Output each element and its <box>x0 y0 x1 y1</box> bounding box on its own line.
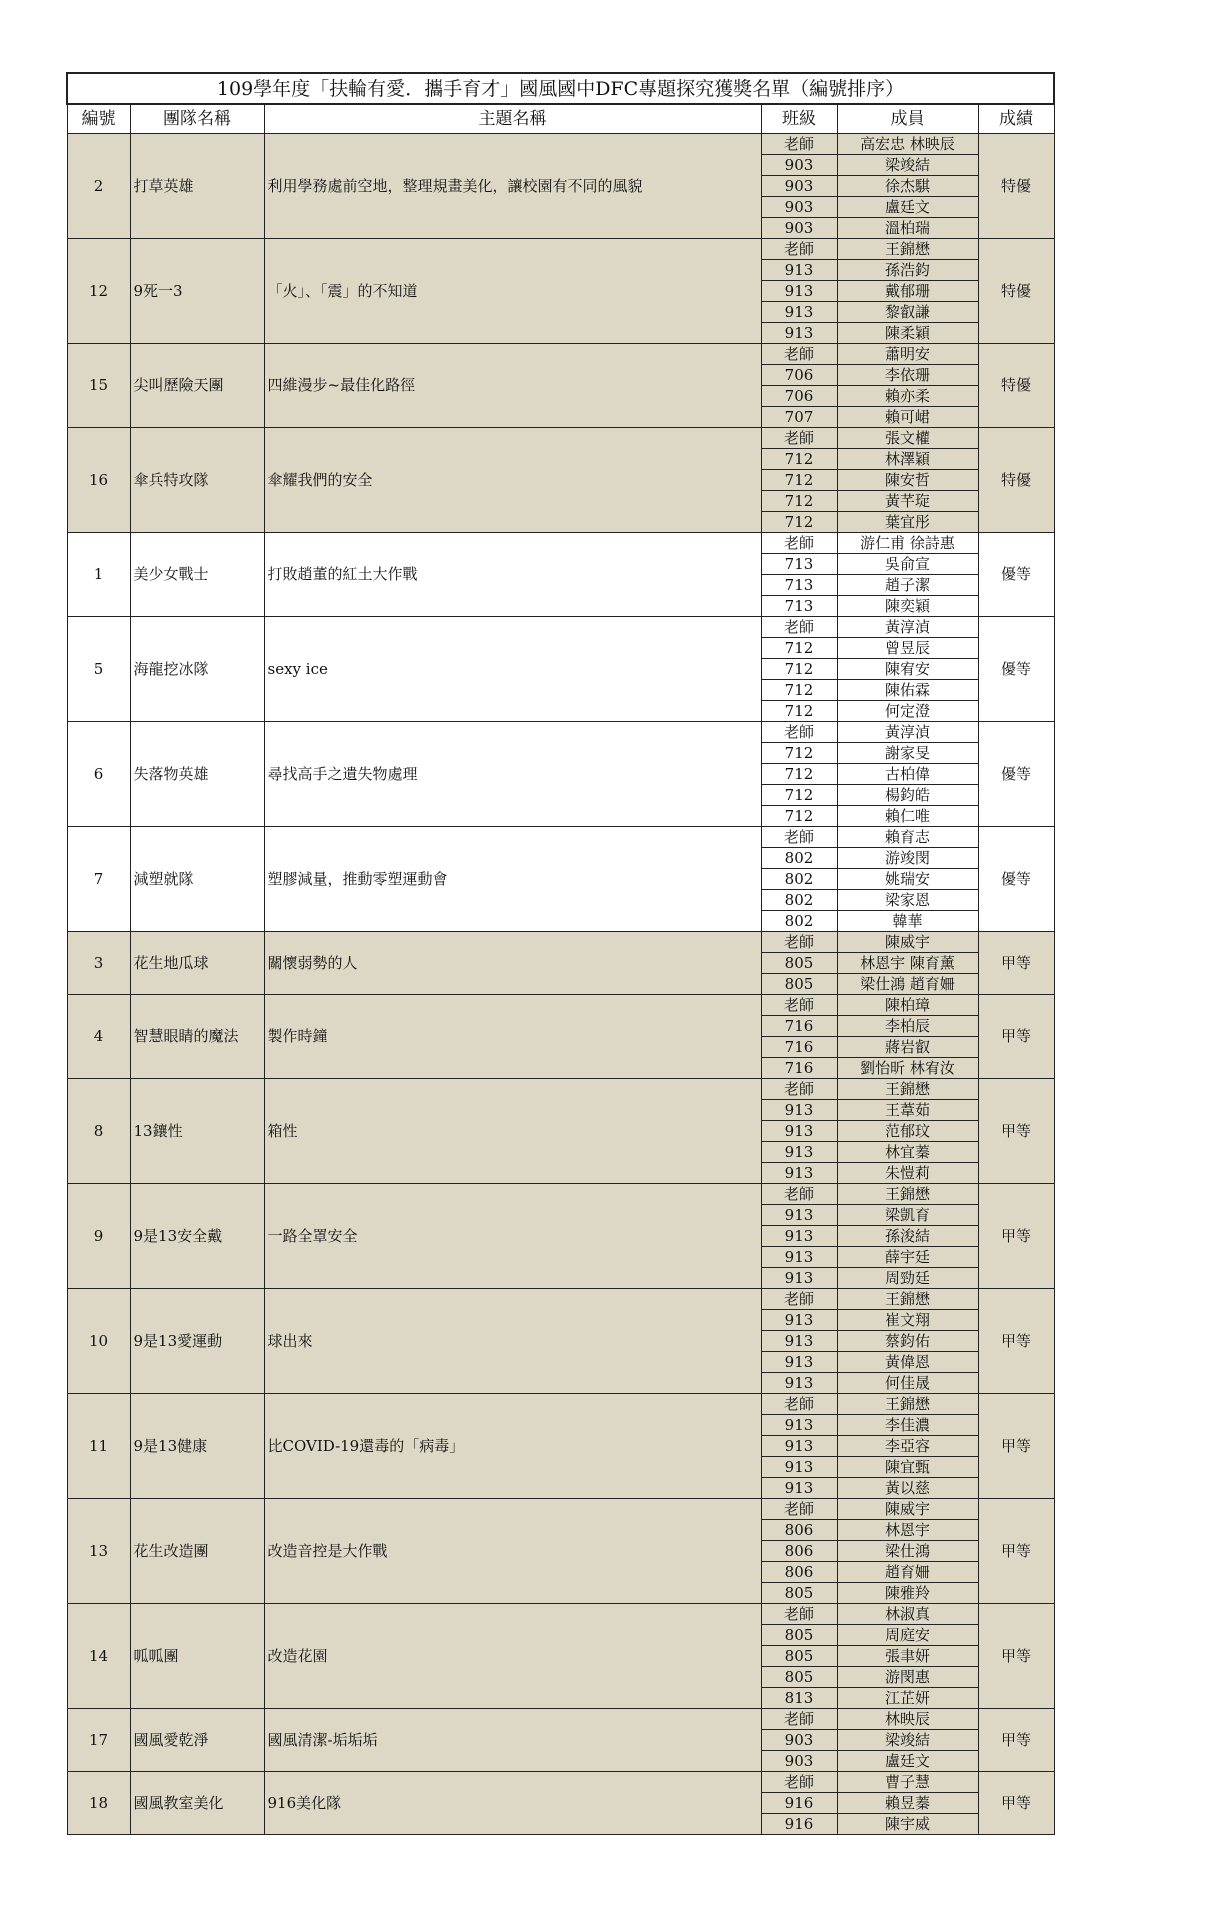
member-name: 吳俞宣 <box>837 554 978 575</box>
table-row <box>67 428 1054 449</box>
group-topic: 改造花園 <box>264 1604 761 1709</box>
member-name: 賴育志 <box>837 827 978 848</box>
group-id: 2 <box>67 134 130 239</box>
member-name: 林澤穎 <box>837 449 978 470</box>
table-row <box>67 1499 1054 1520</box>
member-name: 朱愷莉 <box>837 1163 978 1184</box>
member-name: 黃淳湞 <box>837 722 978 743</box>
member-class: 712 <box>761 638 837 659</box>
group-topic: 改造音控是大作戰 <box>264 1499 761 1604</box>
group-id: 12 <box>67 239 130 344</box>
member-name: 何佳晟 <box>837 1373 978 1394</box>
member-name: 盧廷文 <box>837 197 978 218</box>
group-team: 國風愛乾淨 <box>130 1709 264 1772</box>
member-name: 古柏偉 <box>837 764 978 785</box>
member-class: 712 <box>761 743 837 764</box>
member-name: 周勁廷 <box>837 1268 978 1289</box>
group-id: 16 <box>67 428 130 533</box>
member-name: 王葦茹 <box>837 1100 978 1121</box>
member-class: 老師 <box>761 428 837 449</box>
member-class: 913 <box>761 260 837 281</box>
award-table <box>66 72 1055 1835</box>
member-class: 913 <box>761 1247 837 1268</box>
member-name: 梁竣結 <box>837 155 978 176</box>
member-name: 王錦懋 <box>837 1079 978 1100</box>
member-class: 老師 <box>761 1079 837 1100</box>
group-team: 呱呱團 <box>130 1604 264 1709</box>
group-id: 11 <box>67 1394 130 1499</box>
member-class: 老師 <box>761 1709 837 1730</box>
group-topic: 四維漫步~最佳化路徑 <box>264 344 761 428</box>
member-class: 913 <box>761 1100 837 1121</box>
member-class: 707 <box>761 407 837 428</box>
group-team: 打草英雄 <box>130 134 264 239</box>
member-class: 806 <box>761 1541 837 1562</box>
member-class: 老師 <box>761 1289 837 1310</box>
member-name: 游閔惠 <box>837 1667 978 1688</box>
member-name: 黃芊琁 <box>837 491 978 512</box>
member-name: 王錦懋 <box>837 1289 978 1310</box>
member-name: 陳佑霖 <box>837 680 978 701</box>
member-name: 賴亦柔 <box>837 386 978 407</box>
member-class: 903 <box>761 176 837 197</box>
group-team: 美少女戰士 <box>130 533 264 617</box>
table-body <box>67 134 1054 1835</box>
header-topic: 主題名稱 <box>264 104 761 134</box>
member-name: 林恩宇 陳育薰 <box>837 953 978 974</box>
group-id: 17 <box>67 1709 130 1772</box>
member-class: 712 <box>761 680 837 701</box>
member-class: 913 <box>761 1226 837 1247</box>
group-team: 尖叫歷險天團 <box>130 344 264 428</box>
member-name: 王錦懋 <box>837 1394 978 1415</box>
table-row <box>67 995 1054 1016</box>
group-team: 花生改造團 <box>130 1499 264 1604</box>
member-class: 老師 <box>761 995 837 1016</box>
table-row <box>67 827 1054 848</box>
member-name: 陳宇威 <box>837 1814 978 1835</box>
group-id: 15 <box>67 344 130 428</box>
member-name: 賴昱蓁 <box>837 1793 978 1814</box>
member-name: 陳威宇 <box>837 1499 978 1520</box>
member-class: 老師 <box>761 1604 837 1625</box>
member-name: 陳威宇 <box>837 932 978 953</box>
group-grade: 甲等 <box>978 1772 1054 1835</box>
member-class: 805 <box>761 1583 837 1604</box>
group-id: 1 <box>67 533 130 617</box>
group-team: 9是13健康 <box>130 1394 264 1499</box>
group-grade: 優等 <box>978 827 1054 932</box>
member-name: 崔文翔 <box>837 1310 978 1331</box>
member-class: 913 <box>761 281 837 302</box>
member-class: 913 <box>761 1205 837 1226</box>
member-name: 林宜蓁 <box>837 1142 978 1163</box>
member-class: 712 <box>761 491 837 512</box>
member-class: 老師 <box>761 932 837 953</box>
member-class: 913 <box>761 1478 837 1499</box>
group-grade: 甲等 <box>978 1079 1054 1184</box>
group-team: 13鑲性 <box>130 1079 264 1184</box>
member-name: 李亞容 <box>837 1436 978 1457</box>
group-id: 10 <box>67 1289 130 1394</box>
member-class: 913 <box>761 1415 837 1436</box>
member-class: 913 <box>761 1352 837 1373</box>
member-name: 孫浚結 <box>837 1226 978 1247</box>
member-class: 802 <box>761 890 837 911</box>
table-row <box>67 1079 1054 1100</box>
table-row <box>67 1772 1054 1793</box>
group-grade: 甲等 <box>978 1289 1054 1394</box>
member-name: 黃以慈 <box>837 1478 978 1499</box>
member-name: 謝家旻 <box>837 743 978 764</box>
member-class: 713 <box>761 554 837 575</box>
member-class: 老師 <box>761 1772 837 1793</box>
member-name: 梁仕鴻 趙育姍 <box>837 974 978 995</box>
member-class: 712 <box>761 659 837 680</box>
member-name: 趙子潔 <box>837 575 978 596</box>
member-class: 813 <box>761 1688 837 1709</box>
member-name: 蕭明安 <box>837 344 978 365</box>
member-name: 梁竣結 <box>837 1730 978 1751</box>
member-class: 805 <box>761 1646 837 1667</box>
group-id: 18 <box>67 1772 130 1835</box>
member-name: 陳奕穎 <box>837 596 978 617</box>
member-class: 913 <box>761 1457 837 1478</box>
member-class: 老師 <box>761 1499 837 1520</box>
member-name: 林淑真 <box>837 1604 978 1625</box>
member-class: 916 <box>761 1814 837 1835</box>
member-class: 老師 <box>761 827 837 848</box>
member-class: 802 <box>761 869 837 890</box>
group-team: 傘兵特攻隊 <box>130 428 264 533</box>
group-grade: 甲等 <box>978 932 1054 995</box>
member-name: 李柏辰 <box>837 1016 978 1037</box>
group-grade: 特優 <box>978 428 1054 533</box>
member-name: 林映辰 <box>837 1709 978 1730</box>
table-row <box>67 239 1054 260</box>
group-grade: 甲等 <box>978 1604 1054 1709</box>
group-grade: 甲等 <box>978 995 1054 1079</box>
member-name: 葉宜彤 <box>837 512 978 533</box>
member-class: 805 <box>761 953 837 974</box>
table-row <box>67 1184 1054 1205</box>
member-class: 903 <box>761 1751 837 1772</box>
member-name: 孫浩鈞 <box>837 260 978 281</box>
header-team: 團隊名稱 <box>130 104 264 134</box>
member-class: 913 <box>761 1310 837 1331</box>
member-name: 游仁甫 徐詩惠 <box>837 533 978 554</box>
member-name: 黃偉恩 <box>837 1352 978 1373</box>
member-name: 陳柏璋 <box>837 995 978 1016</box>
header-grade: 成績 <box>978 104 1054 134</box>
member-class: 老師 <box>761 1184 837 1205</box>
group-topic: 國風清潔-垢垢垢 <box>264 1709 761 1772</box>
group-topic: 利用學務處前空地，整理規畫美化，讓校園有不同的風貌 <box>264 134 761 239</box>
group-team: 9是13愛運動 <box>130 1289 264 1394</box>
member-class: 712 <box>761 701 837 722</box>
group-grade: 甲等 <box>978 1709 1054 1772</box>
group-grade: 甲等 <box>978 1184 1054 1289</box>
member-class: 713 <box>761 575 837 596</box>
group-team: 9死一3 <box>130 239 264 344</box>
group-topic: 一路全罩安全 <box>264 1184 761 1289</box>
member-name: 楊鈞皓 <box>837 785 978 806</box>
member-name: 盧廷文 <box>837 1751 978 1772</box>
member-name: 何定澄 <box>837 701 978 722</box>
member-name: 戴郁珊 <box>837 281 978 302</box>
member-class: 913 <box>761 1121 837 1142</box>
header-member: 成員 <box>837 104 978 134</box>
group-grade: 特優 <box>978 344 1054 428</box>
table-row <box>67 1289 1054 1310</box>
member-name: 游竣閔 <box>837 848 978 869</box>
member-class: 913 <box>761 1373 837 1394</box>
group-topic: 「火」、「震」的不知道 <box>264 239 761 344</box>
member-class: 913 <box>761 1163 837 1184</box>
member-name: 溫柏瑞 <box>837 218 978 239</box>
member-class: 713 <box>761 596 837 617</box>
member-name: 林恩宇 <box>837 1520 978 1541</box>
member-class: 903 <box>761 155 837 176</box>
group-topic: 打敗趙董的紅土大作戰 <box>264 533 761 617</box>
group-topic: 塑膠減量，推動零塑運動會 <box>264 827 761 932</box>
member-class: 903 <box>761 1730 837 1751</box>
member-name: 梁凱育 <box>837 1205 978 1226</box>
group-team: 海龍挖冰隊 <box>130 617 264 722</box>
member-name: 陳柔穎 <box>837 323 978 344</box>
group-id: 5 <box>67 617 130 722</box>
member-class: 712 <box>761 449 837 470</box>
table-row <box>67 1709 1054 1730</box>
member-class: 913 <box>761 1268 837 1289</box>
group-id: 9 <box>67 1184 130 1289</box>
group-team: 智慧眼睛的魔法 <box>130 995 264 1079</box>
group-id: 3 <box>67 932 130 995</box>
member-class: 712 <box>761 764 837 785</box>
group-team: 花生地瓜球 <box>130 932 264 995</box>
member-name: 李佳濃 <box>837 1415 978 1436</box>
member-class: 903 <box>761 218 837 239</box>
member-class: 老師 <box>761 134 837 155</box>
member-name: 陳宜甄 <box>837 1457 978 1478</box>
member-name: 張聿妍 <box>837 1646 978 1667</box>
page-title: 109學年度「扶輪有愛．攜手育才」國風國中DFC專題探究獲獎名單（編號排序） <box>67 73 1054 104</box>
table-row <box>67 344 1054 365</box>
member-name: 李依珊 <box>837 365 978 386</box>
group-topic: 關懷弱勢的人 <box>264 932 761 995</box>
member-name: 陳雅羚 <box>837 1583 978 1604</box>
member-name: 黃淳湞 <box>837 617 978 638</box>
group-id: 8 <box>67 1079 130 1184</box>
group-id: 13 <box>67 1499 130 1604</box>
group-topic: 球出來 <box>264 1289 761 1394</box>
group-team: 9是13安全戴 <box>130 1184 264 1289</box>
member-name: 范郁玟 <box>837 1121 978 1142</box>
member-class: 716 <box>761 1037 837 1058</box>
member-class: 805 <box>761 1625 837 1646</box>
member-name: 陳安哲 <box>837 470 978 491</box>
member-name: 姚瑞安 <box>837 869 978 890</box>
table-row <box>67 1394 1054 1415</box>
member-class: 802 <box>761 848 837 869</box>
member-class: 802 <box>761 911 837 932</box>
member-name: 王錦懋 <box>837 239 978 260</box>
group-id: 6 <box>67 722 130 827</box>
member-name: 高宏忠 林映辰 <box>837 134 978 155</box>
member-class: 老師 <box>761 617 837 638</box>
group-topic: 製作時鐘 <box>264 995 761 1079</box>
member-class: 913 <box>761 323 837 344</box>
group-id: 4 <box>67 995 130 1079</box>
group-topic: 傘耀我們的安全 <box>264 428 761 533</box>
group-team: 失落物英雄 <box>130 722 264 827</box>
member-name: 曾昱辰 <box>837 638 978 659</box>
member-name: 曹子慧 <box>837 1772 978 1793</box>
member-class: 712 <box>761 512 837 533</box>
group-team: 國風教室美化 <box>130 1772 264 1835</box>
member-name: 賴仁唯 <box>837 806 978 827</box>
member-class: 806 <box>761 1562 837 1583</box>
table-row <box>67 134 1054 155</box>
table-row <box>67 722 1054 743</box>
group-topic: sexy ice <box>264 617 761 722</box>
group-grade: 優等 <box>978 722 1054 827</box>
member-name: 賴可峮 <box>837 407 978 428</box>
member-class: 712 <box>761 785 837 806</box>
member-class: 老師 <box>761 533 837 554</box>
member-class: 老師 <box>761 722 837 743</box>
member-class: 716 <box>761 1016 837 1037</box>
member-class: 903 <box>761 197 837 218</box>
group-grade: 甲等 <box>978 1499 1054 1604</box>
member-class: 806 <box>761 1520 837 1541</box>
member-name: 蔣岩叡 <box>837 1037 978 1058</box>
group-grade: 優等 <box>978 617 1054 722</box>
member-name: 周庭安 <box>837 1625 978 1646</box>
member-name: 劉怡昕 林宥汝 <box>837 1058 978 1079</box>
member-class: 712 <box>761 470 837 491</box>
group-topic: 尋找高手之遺失物處理 <box>264 722 761 827</box>
member-name: 江芷妍 <box>837 1688 978 1709</box>
group-team: 減塑就隊 <box>130 827 264 932</box>
group-topic: 916美化隊 <box>264 1772 761 1835</box>
member-name: 韓華 <box>837 911 978 932</box>
group-topic: 比COVID-19還毒的「病毒」 <box>264 1394 761 1499</box>
member-class: 老師 <box>761 239 837 260</box>
group-grade: 特優 <box>978 239 1054 344</box>
table-row <box>67 533 1054 554</box>
member-name: 王錦懋 <box>837 1184 978 1205</box>
member-class: 712 <box>761 806 837 827</box>
member-name: 薛宇廷 <box>837 1247 978 1268</box>
group-grade: 特優 <box>978 134 1054 239</box>
member-name: 蔡鈞佑 <box>837 1331 978 1352</box>
member-name: 趙育姍 <box>837 1562 978 1583</box>
member-class: 913 <box>761 1142 837 1163</box>
table-row <box>67 617 1054 638</box>
member-name: 徐杰騏 <box>837 176 978 197</box>
member-class: 716 <box>761 1058 837 1079</box>
member-class: 913 <box>761 1331 837 1352</box>
member-name: 梁仕鴻 <box>837 1541 978 1562</box>
member-class: 805 <box>761 1667 837 1688</box>
table-row <box>67 932 1054 953</box>
table-row <box>67 1604 1054 1625</box>
member-class: 老師 <box>761 344 837 365</box>
group-topic: 箱性 <box>264 1079 761 1184</box>
member-class: 913 <box>761 302 837 323</box>
member-name: 張文權 <box>837 428 978 449</box>
group-id: 14 <box>67 1604 130 1709</box>
group-id: 7 <box>67 827 130 932</box>
member-name: 陳宥安 <box>837 659 978 680</box>
member-name: 梁家恩 <box>837 890 978 911</box>
header-id: 編號 <box>67 104 130 134</box>
member-name: 黎叡謙 <box>837 302 978 323</box>
member-class: 老師 <box>761 1394 837 1415</box>
group-grade: 甲等 <box>978 1394 1054 1499</box>
header-class: 班級 <box>761 104 837 134</box>
member-class: 706 <box>761 365 837 386</box>
member-class: 805 <box>761 974 837 995</box>
member-class: 913 <box>761 1436 837 1457</box>
member-class: 916 <box>761 1793 837 1814</box>
member-class: 706 <box>761 386 837 407</box>
group-grade: 優等 <box>978 533 1054 617</box>
